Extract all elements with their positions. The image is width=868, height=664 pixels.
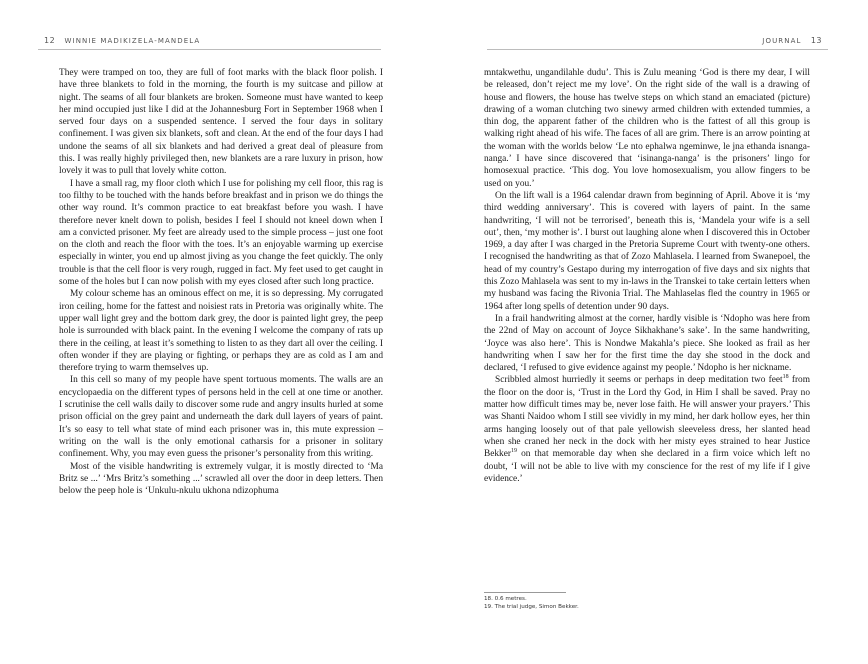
header-rule-right xyxy=(487,49,828,50)
running-head-author: WINNIE MADIKIZELA-MANDELA xyxy=(64,37,201,45)
paragraph-with-footnotes xyxy=(484,374,810,485)
paragraph: In this cell so many of my people have spent tortuous moments. The walls are an encyclopaedia on the different types of persons held in the cell at one time or another. I scrutinise the cell walls daily to discover some rude and angry insults hurled at some prison official on the grey paint and underneath the dark dull layers of years of paint. It’s so easy to tell what state of mind each prisoner was in, this mute expression – writing on the wall is the only emotional catharsis for a prisoner in solitary confinement. Why, you may even guess the prisoner’s personality from this writing. xyxy=(59,375,383,460)
header-rule-left xyxy=(38,49,381,50)
paragraph: I have a small rag, my floor cloth which I use for polishing my cell floor, this rag is too filthy to be touched with the hands before breakfast and in prison we do things the other way round. It’s common practice to eat breakfast before you wash. I have therefore never knelt down to polish, besides I feel I should not kneel down when I am a convicted prisoner. My feet are already used to the simple process – just one foot on the cloth and reach the floor with the toes. It’s an enjoyable warming up exercise especially in winter, you end up almost jiving as you change the feet quickly. The only trouble is that the cell floor is very rough, rugged in fact. My feet used to get caught in some of the holes but I can now polish with my eyes closed after such long practice. xyxy=(59,178,383,288)
page-number-left: 12 xyxy=(44,36,56,45)
footnote-19: 19. The trial judge, Simon Bekker. xyxy=(484,604,579,610)
footnotes xyxy=(484,595,579,611)
paragraph: On the lift wall is a 1964 calendar drawn from beginning of April. Above it is ‘my third wedding anniversary’. This is covered with layers of paint. In the same handwriting, ‘I will not be terrorised’, beneath this is, ‘Mandela your wife is a sell out’, then, ‘my mother is’. I burst out laughing alone when I discovered this in October 1969, a day after I was charged in the Pretoria Supreme Court with twenty-one others. I recognised the handwriting as that of Zozo Mahlasela. I learned from Swanepoel, the head of my country’s Gestapo during my interrogation of five days and six nights that this Zozo Mahlasela was sent to my in-laws in the Transkei to take certain letters when my husband was facing the Rivonia Trial. The Mahlaselas fled the country in 1965 or 1964 after long spells of detention under 90 days. xyxy=(484,190,810,312)
right-page-body xyxy=(484,67,810,485)
paragraph: They were tramped on too, they are full of foot marks with the black floor polish. I have three blankets to fold in the morning, the fourth is my suitcase and pillow at night. The seams of all four blankets are broken. Someone must have wanted to keep her mind occupied just like I did at the Johannesburg Fort in September 1968 when I served four days on a suspended sentence. I served the four days in solitary confinement. I was given six blankets, soft and clean. At the end of the four days I had undone the seams of all six blankets and had derived a great deal of pleasure from this. I was really highly privileged then, new blankets are a rare luxury in prison, how lovely it was to pull that lovely white cotton. xyxy=(59,68,383,177)
page-number-right: 13 xyxy=(810,36,822,45)
footnote-rule xyxy=(484,592,566,593)
paragraph: mntakwethu, ungandilahle dudu’. This is Zulu meaning ‘God is there my dear, I will be released, don’t reject me my love’. On the right side of the wall is a drawing of house and flowers, the house has twelve steps on which stand an emaciated (picture) drawing of a woman clutching two sinewy armed children with extended tummies, a thin dog, the apparent father of the children who is the fattest of all this group is walking right ahead of his wife. The faces of all are grim. There is an arrow pointing at the woman with the worlds below ‘Le nto ephalwa ngeminwe, le jna ethanda isnanga-nanga.’ I have since discovered that ‘isinanga-nanga’ is the prisoners’ lingo for homosexual practice. ‘This dog. You love homosexualism, you allow fingers to be used on you.’ xyxy=(484,68,810,189)
paragraph-text: Scribbled almost hurriedly it seems or perhaps in deep meditation two feet xyxy=(495,375,783,386)
footnote-ref-18: 18 xyxy=(782,374,789,381)
left-page-body xyxy=(59,67,383,497)
paragraph-text: on that memorable day when she declared in a firm voice which left no doubt, ‘I will not be able to live with my conscience for the rest of my life if I give evidence.’ xyxy=(484,449,810,484)
footnote-ref-19: 19 xyxy=(510,448,517,455)
paragraph: My colour scheme has an ominous effect on me, it is so depressing. My corrugated iron ceiling, home for the fattest and noisiest rats in Pretoria was originally white. The upper wall light grey and the bottom dark grey, the door is painted light grey, the peep hole is surrounded with black paint. In the evening I welcome the company of rats up there in the ceiling, at least it’s something to listen to as they dart all over the ceiling. I often wonder if they are playing or fighting, or perhaps they are as cold as I am and therefore trying to warm themselves up. xyxy=(59,289,383,374)
paragraph-text: from the floor on the door is, ‘Trust in the Lord thy God, in Him I shall be saved. Pray no matter how difficult times may be, never lose faith. He will answer your prayers.’ This was Shanti Naidoo whom I still see vividly in my mind, her dark hollow eyes, her thin arms hanging loosely out of that pale yellowish sleeveless dress, her slanted head when she craned her neck in the dock with her misty eyes strained to hear Justice Bekker xyxy=(484,375,810,460)
running-header-left xyxy=(38,36,200,45)
running-head-journal: JOURNAL xyxy=(762,37,802,45)
paragraph: Most of the visible handwriting is extremely vulgar, it is mostly directed to ‘Ma Britz se ...’ ‘Mrs Britz’s something ...’ scrawled all over the door in deep letters. Then below the peep hole is ‘Unkulu-nkulu ukhona ndizophuma xyxy=(59,461,383,497)
footnote-18: 18. 0.6 metres. xyxy=(484,596,527,602)
running-header-right xyxy=(762,36,828,45)
paragraph: In a frail handwriting almost at the corner, hardly visible is ‘Ndopho was here from the 22nd of May on account of Joyce Sikhakhane’s sake’. In the same handwriting, ‘Joyce was also here’. This is Nondwe Makahla’s piece. She looked as frail as her handwriting when I saw her for the first time the day she stood in the dock and declared, ‘I refused to give evidence against my people.’ Ndopho is her nickname. xyxy=(484,313,810,374)
